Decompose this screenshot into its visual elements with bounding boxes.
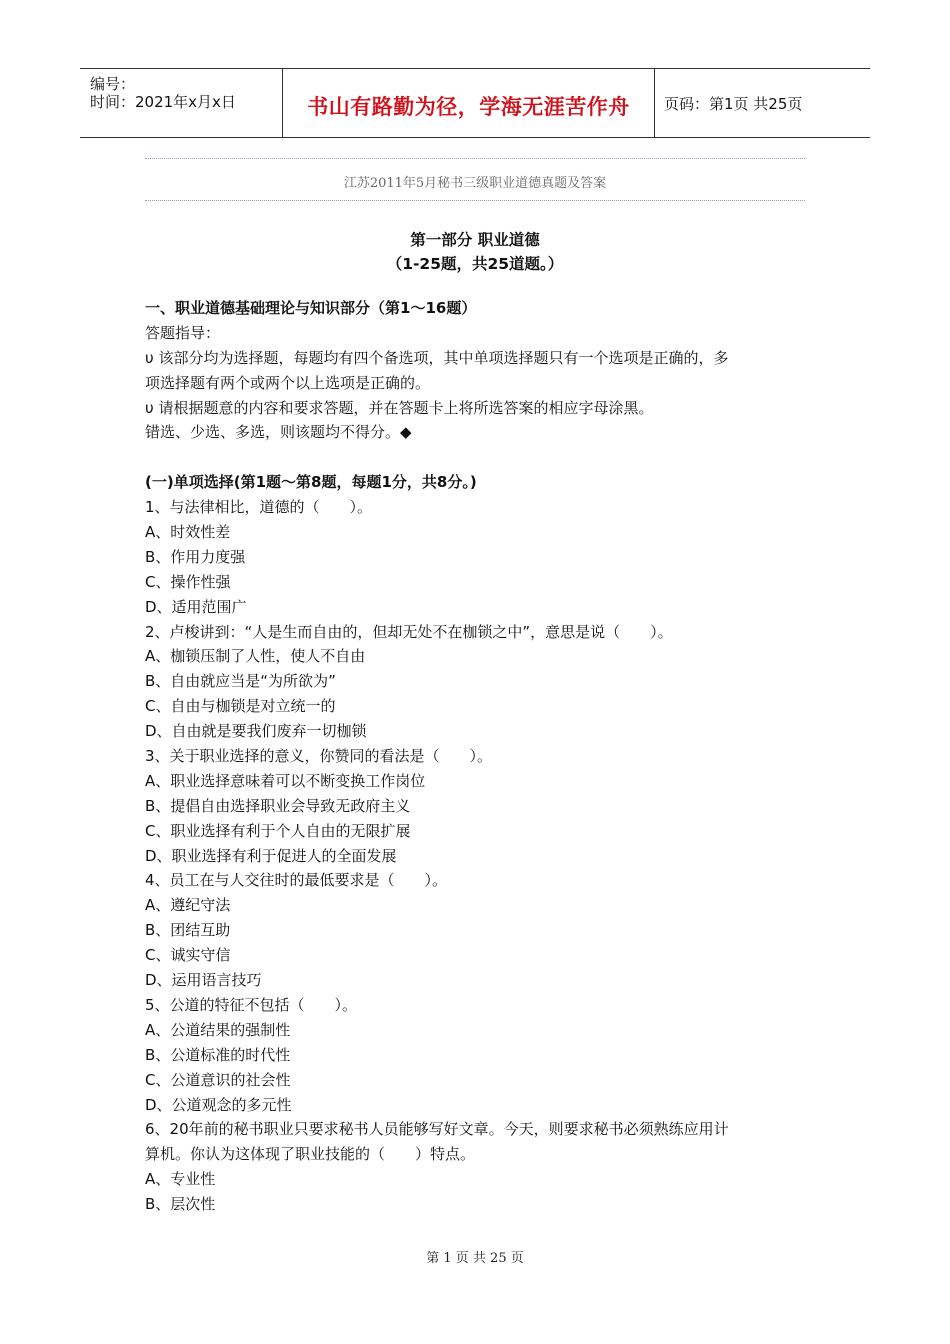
divider-top: [145, 158, 805, 159]
text-line: 6、20年前的秘书职业只要求秘书人员能够写好文章。今天，则要求秘书必须熟练应用计: [145, 1120, 729, 1139]
page-footer: 第 1 页 共 25 页: [426, 1251, 524, 1266]
text-line: D、职业选择有利于促进人的全面发展: [145, 846, 397, 865]
document-body: [145, 296, 805, 1217]
text-line: B、团结互助: [145, 921, 231, 940]
text-line: B、公道标准的时代性: [145, 1045, 291, 1064]
text-line: υ 请根据题意的内容和要求答题，并在答题卡上将所选答案的相应字母涂黑。: [145, 398, 654, 417]
text-line: A、专业性: [145, 1170, 216, 1189]
text-line: D、适用范围广: [145, 597, 247, 616]
part-range: （1-25题，共25道题。）: [386, 255, 564, 273]
text-line: D、公道观念的多元性: [145, 1095, 292, 1114]
time-label: 时间：2021年x月x日: [90, 93, 236, 111]
text-line: C、公道意识的社会性: [145, 1070, 291, 1089]
section-heading: (一)单项选择(第1题～第8题，每题1分，共8分。): [145, 473, 477, 492]
text-line: B、提倡自由选择职业会导致无政府主义: [145, 796, 411, 815]
text-line: A、遵纪守法: [145, 896, 231, 915]
text-line: B、自由就应当是“为所欲为”: [145, 672, 336, 691]
number-label: 编号：: [90, 75, 136, 93]
blank-line: [145, 445, 805, 470]
section-heading: 一、职业道德基础理论与知识部分（第1～16题）: [145, 299, 477, 317]
text-line: A、职业选择意味着可以不断变换工作岗位: [145, 771, 426, 790]
text-line: D、自由就是要我们废弃一切枷锁: [145, 722, 367, 741]
motto: 书山有路勤为径，学海无涯苦作舟: [307, 95, 630, 119]
text-line: C、诚实守信: [145, 946, 231, 965]
text-line: υ 该部分均为选择题，每题均有四个备选项，其中单项选择题只有一个选项是正确的，多: [145, 348, 729, 367]
part-title: 第一部分 职业道德: [410, 231, 540, 249]
text-line: 算机。你认为这体现了职业技能的（ ）特点。: [145, 1145, 476, 1164]
text-line: 项选择题有两个或两个以上选项是正确的。: [145, 373, 431, 392]
text-line: A、枷锁压制了人性，使人不自由: [145, 647, 366, 666]
text-line: 5、公道的特征不包括（ ）。: [145, 995, 358, 1014]
page-info: 页码：第1页 共25页: [664, 95, 803, 113]
text-line: 4、员工在与人交往时的最低要求是（ ）。: [145, 871, 448, 890]
divider-bottom: [145, 200, 805, 201]
text-line: A、时效性差: [145, 523, 231, 542]
text-line: B、层次性: [145, 1195, 216, 1214]
header-motto-cell: [283, 69, 655, 137]
text-line: 答题指导：: [145, 323, 221, 342]
text-line: C、操作性强: [145, 572, 231, 591]
text-line: A、公道结果的强制性: [145, 1020, 291, 1039]
header-page-cell: [655, 69, 870, 137]
text-line: D、运用语言技巧: [145, 971, 262, 990]
text-line: C、自由与枷锁是对立统一的: [145, 697, 336, 716]
text-line: 3、关于职业选择的意义，你赞同的看法是（ ）。: [145, 747, 493, 766]
header-meta-cell: [80, 69, 283, 137]
document-subtitle: 江苏2011年5月秘书三级职业道德真题及答案: [343, 176, 607, 191]
text-line: C、职业选择有利于个人自由的无限扩展: [145, 821, 411, 840]
text-line: 2、卢梭讲到：“人是生而自由的，但却无处不在枷锁之中”，意思是说（ ）。: [145, 622, 673, 641]
text-line: 1、与法律相比，道德的（ ）。: [145, 498, 373, 517]
text-line: 错选、少选、多选，则该题均不得分。◆: [145, 423, 412, 442]
header-table: [80, 68, 870, 138]
text-line: B、作用力度强: [145, 547, 246, 566]
